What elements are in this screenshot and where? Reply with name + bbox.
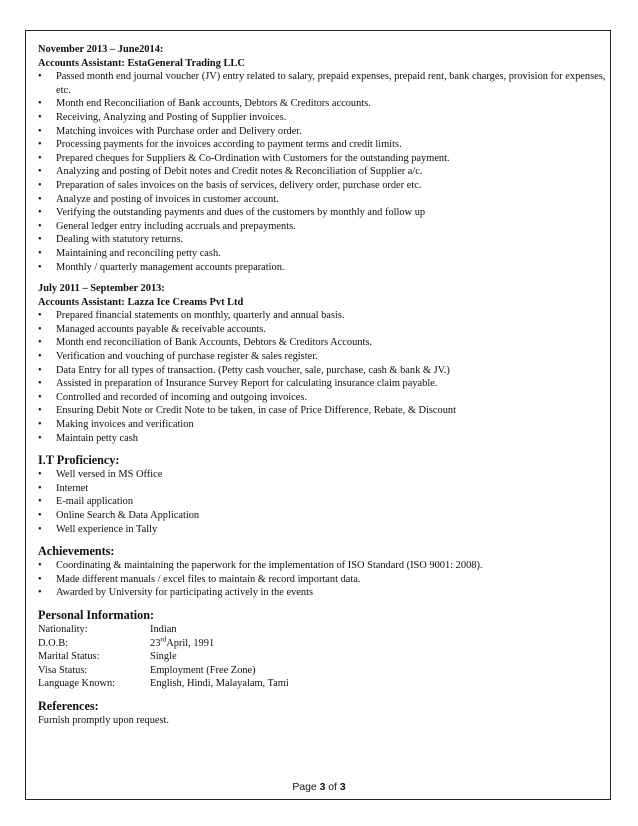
list-item: • Analyzing and posting of Debit notes and Credit notes & Reconciliation of Supplier a/c. <box>38 165 610 179</box>
job-duties-list <box>38 70 610 274</box>
of-word: of <box>328 782 337 793</box>
language-row <box>38 677 610 691</box>
section-heading: Achievements: <box>38 544 115 559</box>
list-item: • Maintaining and reconciling petty cash. <box>38 247 610 261</box>
dob-day: 23 <box>150 637 161 649</box>
list-item: • Verifying the outstanding payments and dues of the customers by monthly and follow up <box>38 206 610 220</box>
nationality-label: Nationality: <box>38 623 88 635</box>
visa-value: Employment (Free Zone) <box>150 664 256 676</box>
list-item: • Month end Reconciliation of Bank accounts, Debtors & Creditors accounts. <box>38 97 610 111</box>
nationality-value: Indian <box>150 623 177 635</box>
list-item: • Well experience in Tally <box>38 523 610 537</box>
list-item: • Controlled and recorded of incoming and outgoing invoices. <box>38 391 610 405</box>
skills-list <box>38 468 610 536</box>
it-proficiency-section <box>38 453 610 536</box>
personal-info-section <box>38 608 610 691</box>
list-item: • Managed accounts payable & receivable accounts. <box>38 323 610 337</box>
list-item: • Maintain petty cash <box>38 432 610 446</box>
job-period: July 2011 – September 2013: <box>38 283 165 295</box>
list-item: • Prepared cheques for Suppliers & Co-Ordination with Customers for the outstanding payment. <box>38 152 610 166</box>
job-period: November 2013 – June2014: <box>38 44 164 55</box>
job-duties-list <box>38 309 610 445</box>
list-item: • Assisted in preparation of Insurance Survey Report for calculating insurance claim payable. <box>38 377 610 391</box>
list-item: • Ensuring Debit Note or Credit Note to be taken, in case of Price Difference, Rebate, & Discount <box>38 404 610 418</box>
list-item: • Awarded by University for participating actively in the events <box>38 586 610 600</box>
list-item: • Made different manuals / excel files to maintain & record important data. <box>38 573 610 587</box>
list-item: • Passed month end journal voucher (JV) entry related to salary, prepaid expenses, prepaid rent, bank charges, provision for expenses, etc. <box>38 70 610 97</box>
list-item: • Coordinating & maintaining the paperwork for the implementation of ISO Standard (ISO 9001: 2008). <box>38 559 610 573</box>
marital-value: Single <box>150 651 177 663</box>
list-item: • Processing payments for the invoices according to payment terms and credit limits. <box>38 138 610 152</box>
achievements-list <box>38 559 610 600</box>
current-page: 3 <box>319 782 326 793</box>
list-item: • Making invoices and verification <box>38 418 610 432</box>
list-item: • Data Entry for all types of transaction. (Petty cash voucher, sale, purchase, cash & bank & JV.) <box>38 364 610 378</box>
list-item: • Dealing with statutory returns. <box>38 233 610 247</box>
job-section-esta <box>38 43 610 274</box>
list-item: • Month end reconciliation of Bank Accounts, Debtors & Creditors Accounts. <box>38 336 610 350</box>
total-pages: 3 <box>339 782 346 793</box>
dob-suffix: rd <box>160 635 167 644</box>
dob-value <box>150 637 214 651</box>
marital-label: Marital Status: <box>38 651 100 663</box>
language-value: English, Hindi, Malayalam, Tami <box>150 678 289 690</box>
job-section-lazza <box>38 282 610 445</box>
visa-row <box>38 664 610 678</box>
list-item: • General ledger entry including accruals and prepayments. <box>38 220 610 234</box>
list-item: • Internet <box>38 482 610 496</box>
list-item: • Preparation of sales invoices on the basis of services, delivery order, purchase order etc. <box>38 179 610 193</box>
section-heading: I.T Proficiency: <box>38 453 120 468</box>
list-item: • Receiving, Analyzing and Posting of Supplier invoices. <box>38 111 610 125</box>
visa-label: Visa Status: <box>38 664 88 676</box>
dob-label: D.O.B: <box>38 637 69 649</box>
references-text: Furnish promptly upon request. <box>38 714 170 726</box>
nationality-row <box>38 623 610 637</box>
dob-rest: April, 1991 <box>166 637 215 649</box>
achievements-section <box>38 544 610 600</box>
resume-page-content <box>38 43 610 736</box>
job-title: Accounts Assistant: Lazza Ice Creams Pvt Ltd <box>38 296 244 308</box>
list-item: • Online Search & Data Application <box>38 509 610 523</box>
page-number-footer <box>0 782 638 793</box>
language-label: Language Known: <box>38 678 116 690</box>
list-item: • E-mail application <box>38 495 610 509</box>
references-section <box>38 699 610 728</box>
list-item: • Well versed in MS Office <box>38 468 610 482</box>
section-heading: References: <box>38 698 99 713</box>
list-item: • Prepared financial statements on monthly, quarterly and annual basis. <box>38 309 610 323</box>
marital-row <box>38 650 610 664</box>
section-heading: Personal Information: <box>38 607 155 622</box>
list-item: • Verification and vouching of purchase register & sales register. <box>38 350 610 364</box>
list-item: • Analyze and posting of invoices in customer account. <box>38 193 610 207</box>
dob-row <box>38 637 610 651</box>
job-title: Accounts Assistant: EstaGeneral Trading LLC <box>38 57 245 69</box>
list-item: • Matching invoices with Purchase order and Delivery order. <box>38 125 610 139</box>
list-item: • Monthly / quarterly management accounts preparation. <box>38 261 610 275</box>
page-word: Page <box>292 782 317 793</box>
